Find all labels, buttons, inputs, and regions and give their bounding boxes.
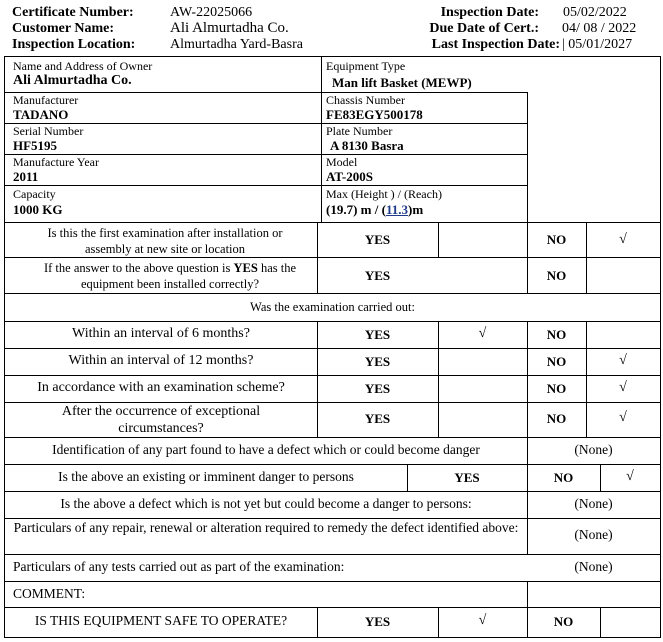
reach-value: 11.3 — [385, 202, 408, 217]
rule — [5, 185, 528, 186]
equipment-label: Equipment Type — [326, 59, 406, 73]
repair-question: Particulars of any repair, renewal or alteration required to remedy the defect identified above: — [13, 520, 519, 535]
rule — [5, 92, 528, 93]
repair-value: (None) — [574, 527, 613, 542]
owner-label: Name and Address of Owner — [13, 59, 153, 73]
exam-12-no-check: √ — [619, 353, 627, 368]
comment-label: COMMENT: — [13, 586, 86, 601]
rule — [5, 348, 660, 349]
future-danger-value: (None) — [574, 496, 613, 511]
first-exam-no: NO — [546, 232, 567, 247]
customer-label: Customer Name: — [12, 21, 114, 36]
danger-yes: YES — [454, 470, 480, 485]
safe-no: NO — [553, 614, 574, 629]
danger-no-check: √ — [626, 469, 634, 484]
exam-6-yes: YES — [364, 327, 391, 342]
safe-yes: YES — [364, 614, 391, 629]
exam-exceptional-no-check: √ — [619, 410, 627, 425]
serial-label: Serial Number — [13, 124, 84, 138]
chassis-label: Chassis Number — [326, 93, 405, 107]
installed-no: NO — [546, 268, 567, 283]
defect-question: Identification of any part found to have a defect which or could become danger — [52, 442, 480, 457]
inspection-date-label: Inspection Date: — [440, 5, 539, 20]
rule — [5, 293, 660, 294]
exam-exceptional-no: NO — [546, 411, 567, 426]
owner-value: Ali Almurtadha Co. — [13, 73, 132, 88]
cert-number: AW-22025066 — [170, 5, 253, 20]
inspection-location: Almurtadha Yard-Basra — [170, 37, 303, 52]
model-value: AT-200S — [326, 169, 373, 184]
rule — [5, 375, 660, 376]
exam-scheme: In accordance with an examination scheme? — [37, 380, 285, 395]
rule — [527, 92, 528, 222]
serial-value: HF5195 — [13, 138, 58, 153]
safe-yes-check: √ — [478, 613, 487, 628]
equipment-value: Man lift Basket (MEWP) — [332, 75, 472, 90]
rule — [600, 607, 601, 637]
installed-yes: YES — [364, 268, 391, 283]
rule — [5, 257, 660, 258]
exam-scheme-yes: YES — [364, 381, 391, 396]
rule — [5, 607, 660, 608]
rule — [5, 554, 660, 555]
future-danger-question: Is the above a defect which is not yet but could become a danger to persons: — [60, 496, 472, 511]
tests-value: (None) — [574, 559, 613, 574]
exam-6-yes-check: √ — [478, 326, 487, 341]
location-label: Inspection Location: — [12, 37, 136, 52]
certificate-header — [12, 4, 652, 54]
first-exam-yes: YES — [364, 232, 391, 247]
manufacturer-label: Manufacturer — [13, 93, 79, 107]
rule — [5, 321, 660, 322]
rule — [5, 491, 660, 492]
defect-value: (None) — [574, 442, 613, 457]
due-date-label: Due Date of Cert.: — [429, 21, 539, 36]
last-inspection-label: Last Inspection Date: — [431, 37, 560, 52]
chassis-value: FE83EGY500178 — [326, 107, 423, 122]
rule — [5, 464, 660, 465]
exam-12-no: NO — [546, 354, 567, 369]
exam-heading: Was the examination carried out: — [250, 300, 415, 314]
due-date: 04/ 08 / 2022 — [562, 21, 637, 36]
exam-12-months: Within an interval of 12 months? — [68, 353, 254, 368]
capacity-value: 1000 KG — [13, 202, 63, 217]
exam-scheme-no: NO — [546, 381, 567, 396]
rule — [5, 222, 660, 223]
rule — [5, 437, 660, 438]
last-inspection-date: | 05/01/2027 — [562, 37, 633, 52]
danger-no: NO — [553, 470, 574, 485]
customer-name: Ali Almurtadha Co. — [170, 20, 289, 36]
rule — [321, 57, 322, 222]
rule — [438, 222, 439, 258]
model-label: Model — [326, 155, 358, 169]
max-label: Max (Height ) / (Reach) — [326, 187, 442, 201]
first-exam-question: Is this the first examination after installation or assembly at new site or location — [47, 226, 283, 256]
safe-question: IS THIS EQUIPMENT SAFE TO OPERATE? — [34, 613, 288, 628]
exam-12-yes: YES — [364, 354, 391, 369]
cert-number-label: Certificate Number: — [12, 5, 134, 20]
exam-exceptional-yes: YES — [364, 411, 391, 426]
max-value: (19.7) m / (11.3)m — [326, 202, 424, 217]
plate-label: Plate Number — [326, 124, 393, 138]
first-exam-no-check: √ — [619, 232, 627, 247]
plate-value: A 8130 Basra — [330, 138, 404, 153]
inspection-date: 05/02/2022 — [563, 5, 627, 20]
installed-correctly-question: If the answer to the above question is YES has the equipment been installed correctly? — [43, 261, 297, 291]
exam-exceptional: After the occurrence of exceptional circumstances? — [61, 404, 261, 436]
exam-scheme-no-check: √ — [619, 380, 627, 395]
tests-question: Particulars of any tests carried out as part of the examination: — [13, 559, 345, 574]
rule — [5, 123, 528, 124]
exam-6-months: Within an interval of 6 months? — [72, 326, 250, 341]
exam-6-no: NO — [546, 327, 567, 342]
manufacturer-value: TADANO — [13, 107, 69, 122]
inspection-table — [4, 56, 661, 638]
year-label: Manufacture Year — [13, 155, 99, 169]
capacity-label: Capacity — [13, 187, 56, 201]
year-value: 2011 — [13, 169, 39, 184]
danger-question: Is the above an existing or imminent danger to persons — [58, 469, 354, 484]
rule — [5, 581, 660, 582]
